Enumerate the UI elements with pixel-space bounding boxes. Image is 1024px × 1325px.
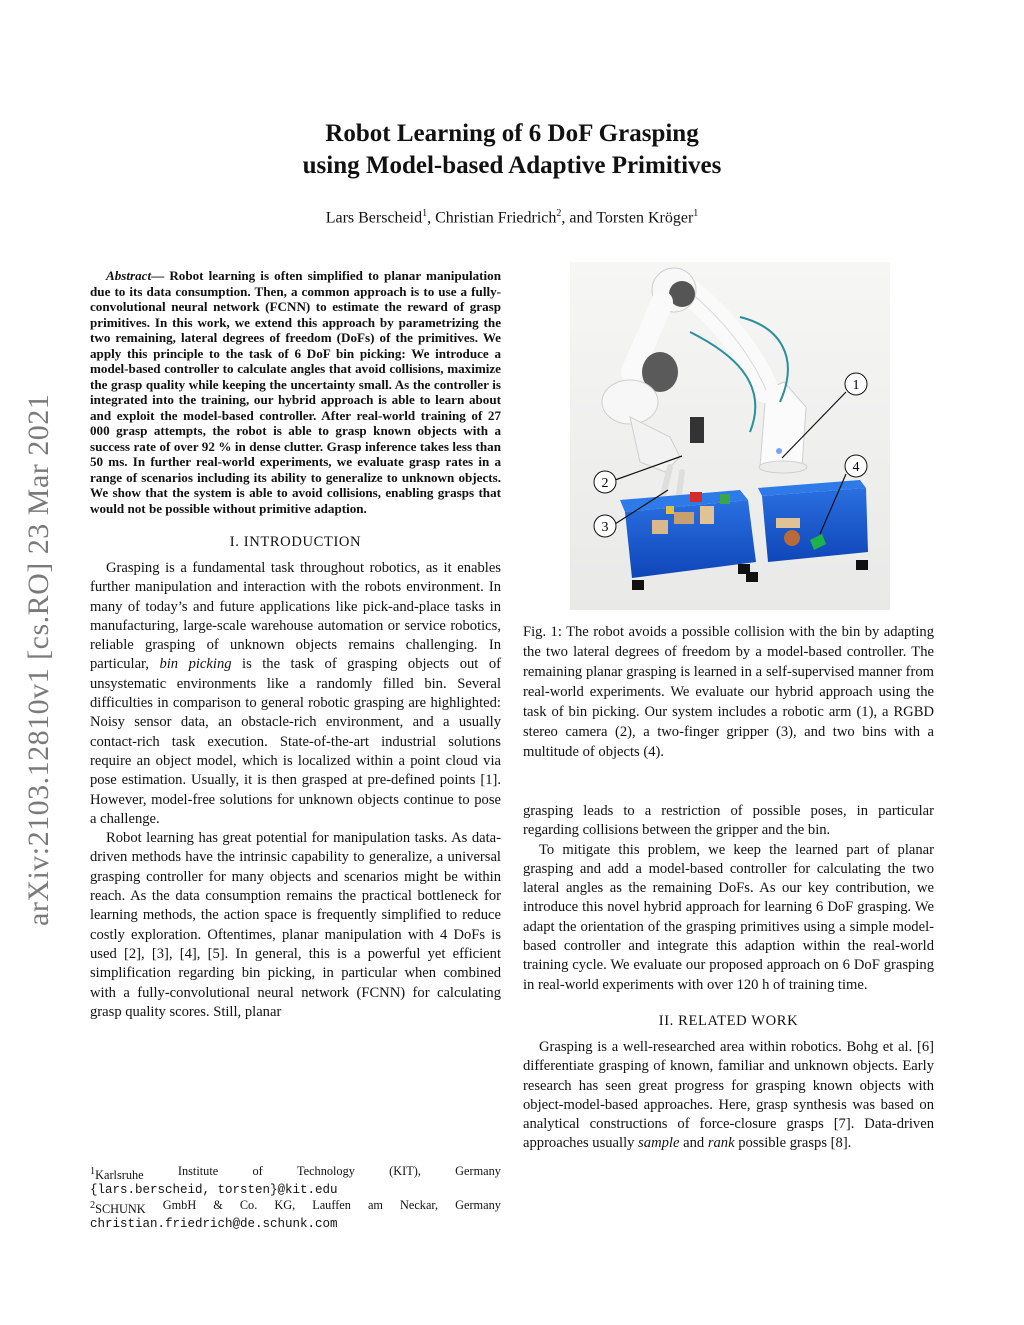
footnote-2-word: &: [213, 1198, 223, 1213]
right-paragraph-2: To mitigate this problem, we keep the learned part of planar grasping and add a model-based controller for calculating the two lateral angles as the remaining DoFs. As our key contribution, we introduce this novel hybrid approach for learning 6 DoF grasping. We adapt the orientation of the grasping primitives using a simple model-based controller and integrate this adaption within the real-world training cycle. We evaluate our proposed approach on 6 DoF grasping in real-world experiments with over 120 h of training time.: [523, 841, 934, 993]
intro-paragraph-2: Robot learning has great potential for manipulation tasks. As data-driven methods have the intrinsic capability to generalize, a universal grasping controller for many objects and scenarios might be within reach. As the data consumption remains the practical bottleneck for learning methods, the action space is frequently simplified to reduce costly exploration. Oftentimes, planar manipulation with 4 DoFs is used [2], [3], [4], [5]. In general, this is a powerful yet efficient simplification regarding bin picking, in particular when combined with a fully-convolutional neural network (FCNN) for calculating grasp quality scores. Still, planar: [90, 830, 501, 1020]
title-line-2: using Model-based Adaptive Primitives: [302, 152, 722, 179]
related-p1-text-mid: and: [679, 1135, 708, 1152]
footnote-2-word: Neckar,: [400, 1198, 439, 1213]
intro-p1-text-a: Grasping is a fundamental task throughout robotics, as it enables further manipulation and interaction with the robots environment. In many of today’s and future applications like pick-and-place tasks in manufacturing, large-scale warehouse automation or service robotics, reliable grasping of unknown objects remains challenging. In particular,: [90, 560, 501, 673]
callout-2-label: 2: [601, 476, 609, 491]
figure-caption: Fig. 1: The robot avoids a possible collision with the bin by adapting the two lateral degrees of freedom by a model-based controller. The remaining planar grasping is learned in a self-supervised manner from real-world experiments. We evaluate our hybrid approach using the task of bin picking. Our system includes a robotic arm (1), a RGBD stereo camera (2), a two-finger gripper (3), and two bins with a multitude of objects (4).: [523, 624, 934, 760]
footnote-2-sup: 2: [90, 1200, 96, 1212]
footnote-2-word: Germany: [455, 1198, 501, 1213]
footnote-1-word: Institute: [177, 1164, 219, 1178]
author-list: [180, 208, 844, 227]
abstract: [90, 268, 501, 516]
intro-paragraph-1: [90, 559, 501, 829]
abstract-lead: Abstract: [106, 268, 152, 283]
author-2: , Christian Friedrich: [427, 209, 557, 227]
right-paragraph-1: grasping leads to a restriction of possible poses, in particular regarding collisions between the gripper and the bin.: [523, 803, 934, 839]
callout-4-label: 4: [852, 460, 860, 475]
callout-2: [594, 471, 616, 493]
paper-title: [180, 118, 844, 182]
footnote-2-word: GmbH: [162, 1198, 197, 1213]
author-3-affil: 1: [693, 208, 699, 219]
footnote-1-w0: [90, 1164, 144, 1183]
related-p1-text-a: Grasping is a well-researched area within robotics. Bohg et al. [6] differentiate grasping of known, familiar and unknown objects. Early research has seen great progress for grasping known objects with object-model-based approaches. Here, grasp synthesis was based on analytical constructions of force-closure grasps [7]. Data-driven approaches usually: [523, 1038, 934, 1152]
author-2-affil: 2: [556, 208, 562, 219]
callout-3: [594, 515, 616, 537]
footnote-1-word: Germany: [455, 1164, 501, 1178]
related-p1-emphasis-rank: rank: [707, 1135, 735, 1152]
abstract-dash: —: [151, 268, 170, 283]
author-1: Lars Berscheid: [325, 209, 423, 227]
abstract-text: Robot learning is often simplified to planar manipulation due to its data consumption. Then, a common approach is to use a fully-convolutional neural network (FCNN) to estimate the reward of grasp primitives. In this work, we extend this approach by parametrizing the two remaining, lateral degrees of freedom (DoFs) of the primitives. We apply this principle to the task of 6 DoF bin picking: We introduce a model-based controller to calculate angles that avoid collisions, maximize the grasp quality while keeping the uncertainty small. As the controller is integrated into the training, our hybrid approach is able to learn about and exploit the model-based controller. After real-world training of 27 000 grasp attempts, the robot is able to grasp known objects with a success rate of over 92 % in dense clutter. Grasp inference takes less than 50 ms. In further real-world experiments, we evaluate grasp rates in a range of scenarios including its ability to generalize to unknown objects. We show that the system is able to avoid collisions, enabling grasps that would not be possible without primitive adaption.: [90, 268, 501, 516]
footnote-2-email: christian.friedrich@de.schunk.com: [90, 1217, 338, 1232]
callout-4: [845, 455, 867, 477]
footnote-2-word: Co.: [239, 1198, 258, 1213]
footnote-1: [90, 1164, 501, 1183]
footnote-2-word: am: [367, 1198, 383, 1213]
author-3: , and Torsten Kröger: [561, 209, 694, 227]
footnote-2-word: KG,: [274, 1198, 296, 1213]
intro-p1-emphasis: bin picking: [159, 656, 232, 673]
related-paragraph-1: [523, 1038, 934, 1154]
footnote-1-word: Karlsruhe: [95, 1168, 144, 1183]
footnote-2-word: SCHUNK: [95, 1202, 146, 1217]
author-1-affil: 1: [422, 208, 428, 219]
footnote-2: [90, 1198, 501, 1217]
related-p1-emphasis-sample: sample: [638, 1135, 680, 1152]
intro-heading: I. INTRODUCTION: [229, 534, 362, 550]
right-column: [523, 262, 934, 1154]
footnote-1-word: (KIT),: [389, 1164, 421, 1178]
title-line-1: Robot Learning of 6 DoF Grasping: [325, 120, 699, 147]
callout-3-label: 3: [601, 520, 609, 535]
robot-photo: [570, 262, 890, 610]
footnote-1-email: {lars.berscheid, torsten}@kit.edu: [90, 1183, 338, 1198]
callout-1: [845, 373, 867, 395]
related-p1-text-b: possible grasps [8].: [734, 1135, 852, 1152]
intro-p1-text-b: is the task of grasping objects out of unsystematic environments like a randomly filled bin. Several difficulties in comparison to general robotic grasping are highlighted: Noisy sensor data, an obstacle-rich environment, and a usually contact-rich task execution. State-of-the-art industrial solutions require an object model, which is localized within a point cloud via pose estimation. Usually, it is then grasped at pre-defined points [1]. However, model-free solutions for unknown objects continue to pose a challenge.: [90, 656, 501, 827]
footnote-1-word: Technology: [296, 1164, 355, 1178]
arxiv-stamp: arXiv:2103.12810v1 [cs.RO] 23 Mar 2021: [22, 393, 55, 927]
related-work-heading: II. RELATED WORK: [658, 1012, 799, 1029]
callout-1-label: 1: [852, 378, 860, 393]
footnotes: [90, 1164, 501, 1232]
footnote-2-word: Lauffen: [312, 1198, 351, 1213]
footnote-1-word: of: [252, 1164, 263, 1178]
footnote-2-w0: [90, 1198, 146, 1217]
footnote-1-sup: 1: [90, 1166, 96, 1177]
left-column: [90, 268, 501, 1022]
